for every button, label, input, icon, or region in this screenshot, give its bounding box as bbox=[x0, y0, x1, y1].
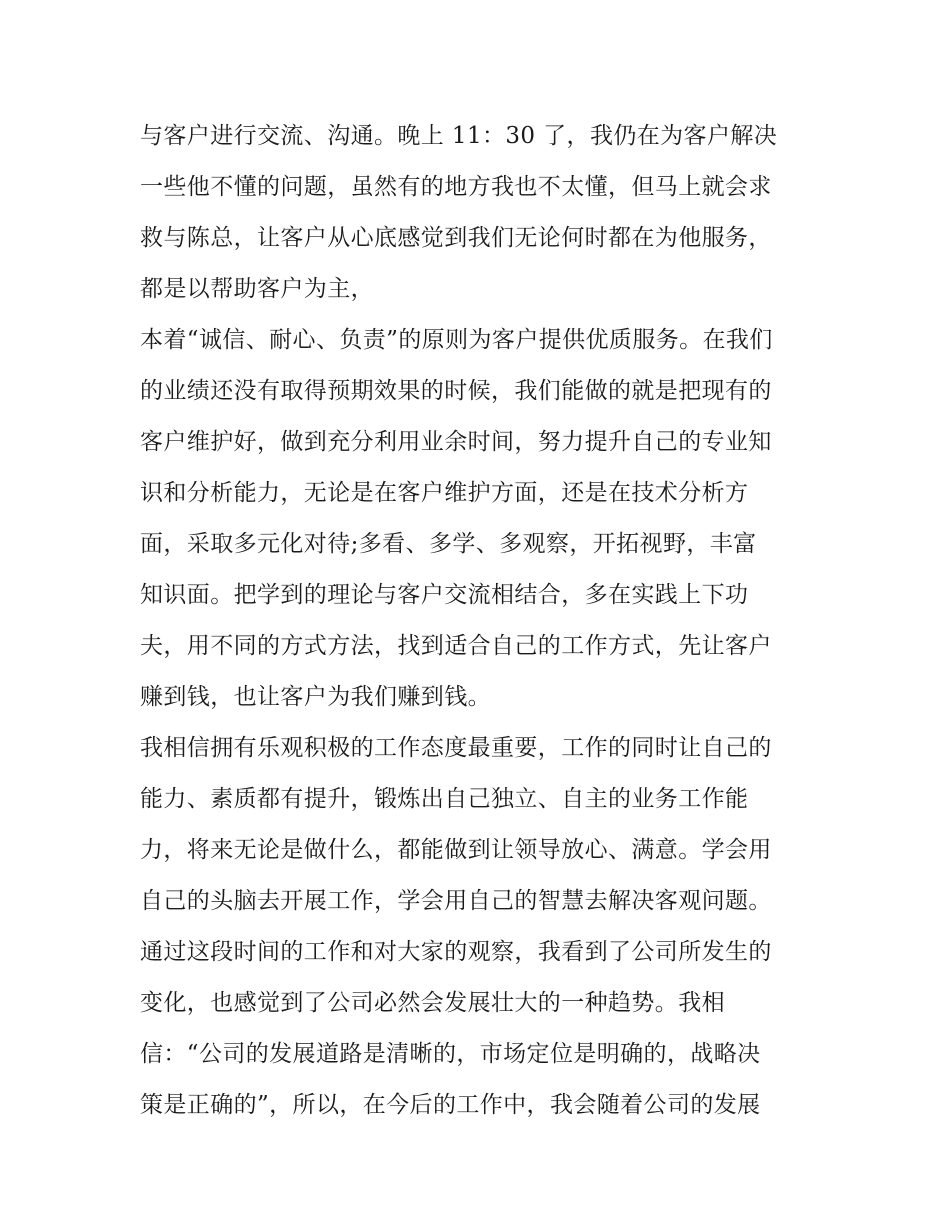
text-line: 一些他不懂的问题，虽然有的地方我也不太懂，但马上就会求 bbox=[140, 174, 772, 200]
text-line: 识和分析能力，无论是在客户维护方面，还是在技术分析方 bbox=[140, 480, 749, 506]
text-line: 与客户进行交流、沟通。晚上 11：30 了，我仍在为客户解决 bbox=[140, 123, 778, 149]
body-text bbox=[140, 111, 820, 1131]
text-line: 变化，也感觉到了公司必然会发展壮大的一种趋势。我相 bbox=[140, 990, 725, 1016]
text-line: 能力、素质都有提升，锻炼出自己独立、自主的业务工作能 bbox=[140, 786, 749, 812]
text-line: 策是正确的”，所以，在今后的工作中，我会随着公司的发展 bbox=[140, 1092, 761, 1118]
text-line: 面，采取多元化对待;多看、多学、多观察，开拓视野，丰富 bbox=[140, 531, 757, 557]
text-line: 都是以帮助客户为主， bbox=[140, 276, 374, 302]
text-line: 力，将来无论是做什么，都能做到让领导放心、满意。学会用 bbox=[140, 837, 772, 863]
text-line: 本着“诚信、耐心、负责”的原则为客户提供优质服务。在我们 bbox=[140, 327, 773, 353]
text-line: 通过这段时间的工作和对大家的观察，我看到了公司所发生的 bbox=[140, 939, 772, 965]
text-line: 救与陈总，让客户从心底感觉到我们无论何时都在为他服务， bbox=[140, 225, 772, 251]
text-line: 知识面。把学到的理论与客户交流相结合，多在实践上下功 bbox=[140, 582, 749, 608]
text-line: 自己的头脑去开展工作，学会用自己的智慧去解决客观问题。 bbox=[140, 888, 772, 914]
text-line: 赚到钱，也让客户为我们赚到钱。 bbox=[140, 684, 491, 710]
text-line: 客户维护好，做到充分利用业余时间，努力提升自己的专业知 bbox=[140, 429, 772, 455]
text-line: 夫，用不同的方式方法，找到适合自己的工作方式，先让客户 bbox=[140, 633, 772, 659]
text-line: 的业绩还没有取得预期效果的时候，我们能做的就是把现有的 bbox=[140, 378, 772, 404]
text-line: 我相信拥有乐观积极的工作态度最重要，工作的同时让自己的 bbox=[140, 735, 772, 761]
text-line: 信：“公司的发展道路是清晰的，市场定位是明确的，战略决 bbox=[140, 1041, 761, 1067]
